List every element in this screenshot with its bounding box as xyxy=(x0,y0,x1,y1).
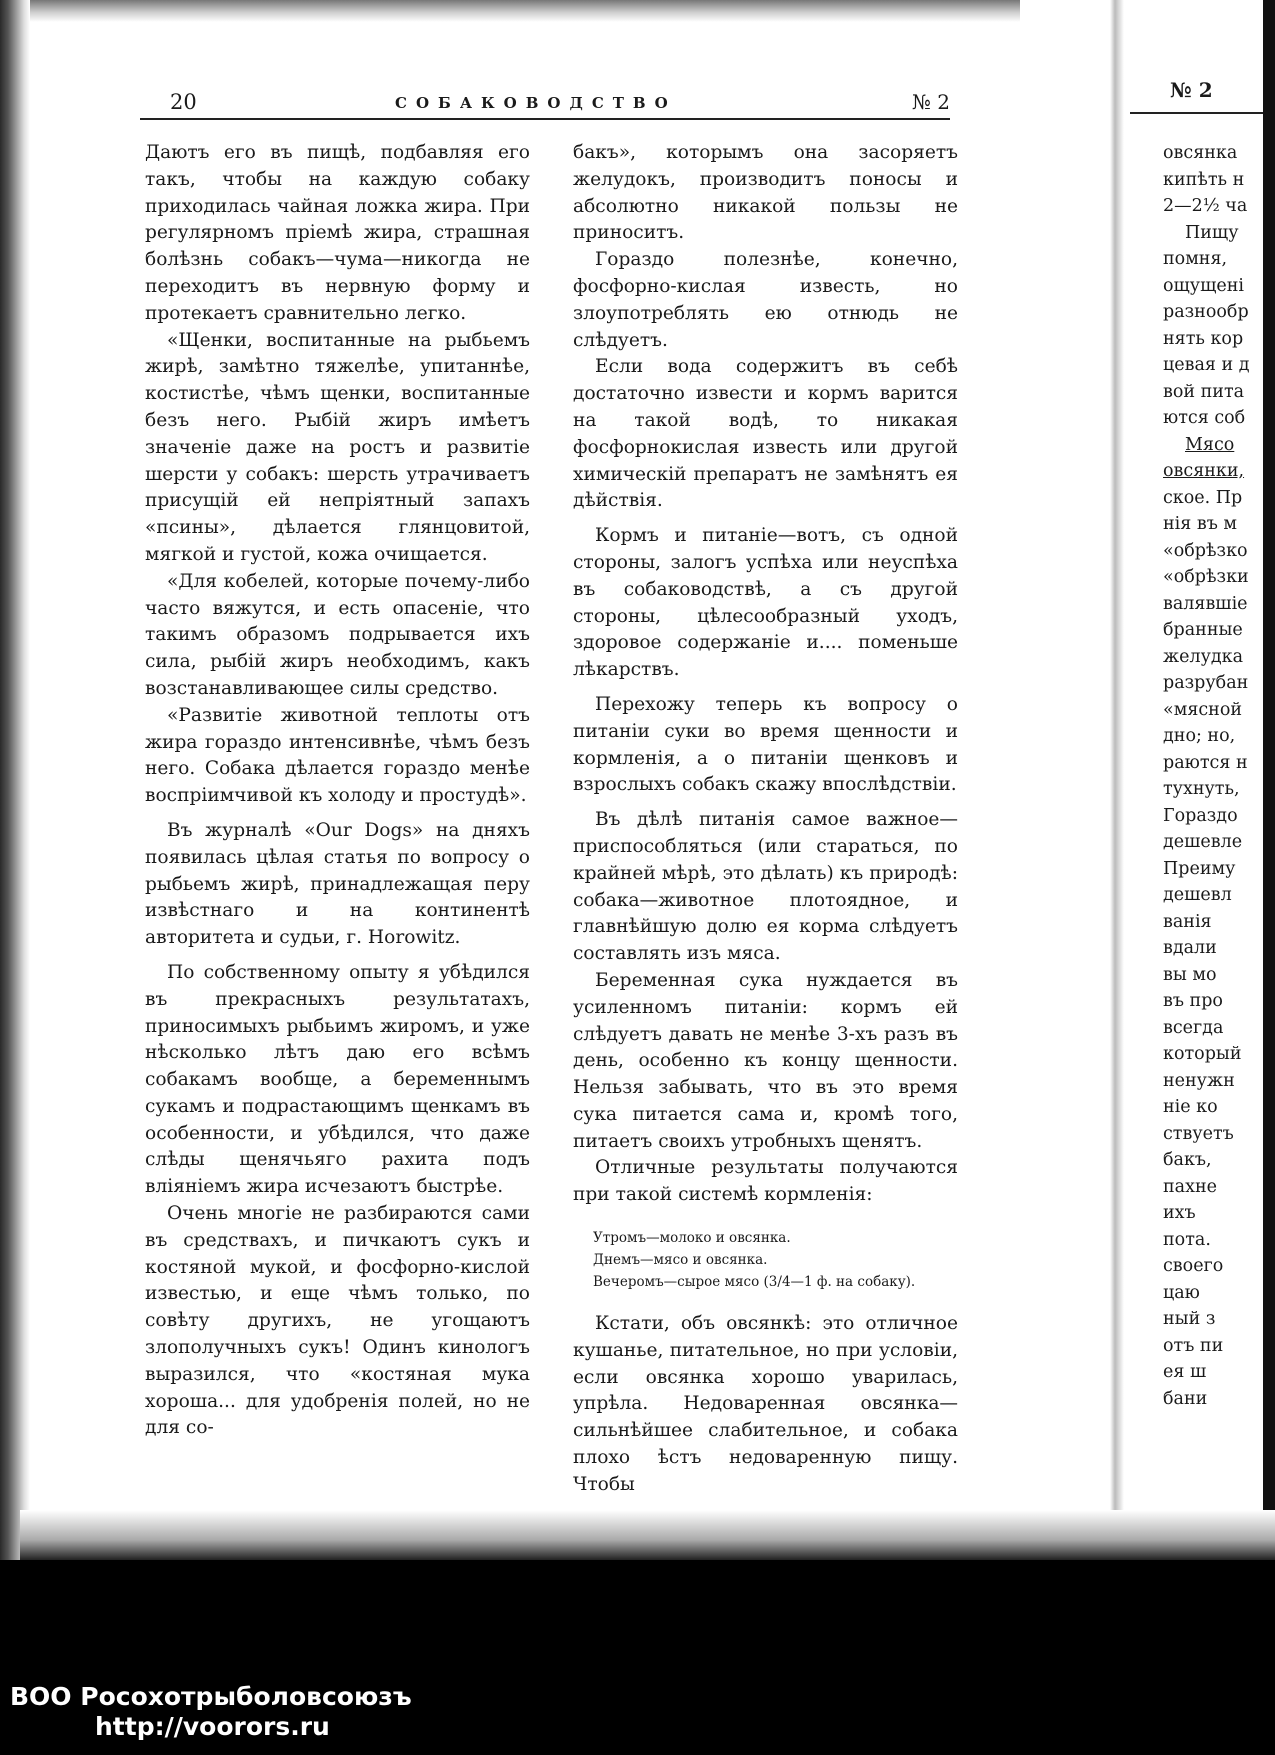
next-page-line: который xyxy=(1163,1044,1242,1064)
journal-title: СОБАКОВОДСТВО xyxy=(395,94,677,112)
next-page-line: ются соб xyxy=(1163,408,1246,428)
next-page-line: ванія xyxy=(1163,911,1212,932)
next-page-line: ніе ко xyxy=(1163,1097,1218,1117)
paragraph: Въ журналѣ «Our Dogs» на дняхъ появилась цѣлая статья по вопросу о рыбьемъ жирѣ, принадлежащая перу извѣстнаго и на континентѣ авторитета и судьи, г. Horowitz. xyxy=(145,819,530,949)
next-page-line: нять кор xyxy=(1163,328,1244,349)
next-page-issue: № 2 xyxy=(1170,78,1213,102)
running-header xyxy=(140,88,950,120)
paragraph: «Щенки, воспитанные на рыбьемъ жирѣ, замѣтно тяжелѣе, упитаннѣе, костистѣе, чѣмъ щенки, воспитанные безъ него. Рыбій жиръ имѣетъ значеніе даже на ростъ и развитіе шерсти у собакъ: шерсть утрачиваетъ присущій ей непріятный запахъ «псины», дѣлается глянцовитой, мягкой и густой, кожа очищается. xyxy=(145,329,530,565)
next-page-fragment xyxy=(1130,0,1275,1560)
menu-item-evening: Вечеромъ—сырое мясо (3/4—1 ф. на собаку). xyxy=(593,1274,916,1291)
next-page-line: разрубан xyxy=(1163,673,1249,693)
next-page-line: вы мо xyxy=(1163,964,1217,985)
next-page-line: «обрѣзко xyxy=(1163,540,1248,561)
next-page-text xyxy=(1163,140,1275,1412)
paragraph: Въ дѣлѣ питанія самое важное—приспособляться (или стараться, по крайней мѣрѣ, это дѣлать) къ природѣ: собака—животное плотоядное, и главнѣйшую долю ея корма слѣдуетъ составлять изъ мяса. xyxy=(573,809,958,965)
next-page-line: ское. Пр xyxy=(1163,487,1243,508)
next-page-line: отъ пи xyxy=(1163,1335,1224,1356)
next-page-line: Мясо xyxy=(1185,434,1235,455)
next-page-line: Гораздо xyxy=(1163,805,1238,826)
scan-shadow-bottom xyxy=(20,1510,1275,1565)
issue-number: № 2 xyxy=(911,90,950,114)
next-page-line: ощущені xyxy=(1163,275,1244,296)
next-page-line: цаю xyxy=(1163,1282,1200,1303)
next-page-line: вдали xyxy=(1163,938,1217,958)
paragraph: Очень многіе не разбираются сами въ средствахъ, и пичкаютъ сукъ и костяной мукой, и фосфорно-кислой известью, и еще чѣмъ только, по совѣту другихъ, не угощаютъ злополучныхъ сукъ! Одинъ кинологъ выразился, что «костяная мука хороша... для удобренія полей, но не для со- xyxy=(145,1203,530,1439)
next-page-line: Пищу xyxy=(1185,222,1239,243)
watermark xyxy=(10,1682,412,1742)
next-page-line: «обрѣзки xyxy=(1163,567,1249,587)
next-page-line: помня, xyxy=(1163,249,1228,269)
paragraph: Даютъ его въ пищѣ, подбавляя его такъ, чтобы на каждую собаку приходилась чайная ложка жира. При регулярномъ пріемѣ жира, страшная болѣзнь собакъ—чума—никогда не переходитъ въ нервную форму и протекаетъ сравнительно легко. xyxy=(145,142,530,324)
next-page-line: ненужн xyxy=(1163,1070,1235,1091)
next-page-line: пота. xyxy=(1163,1229,1211,1250)
next-page-line: въ про xyxy=(1163,991,1223,1011)
next-page-line: валявшіе xyxy=(1163,593,1248,614)
next-page-line: кипѣть н xyxy=(1163,169,1245,190)
watermark-org: ВОО Росохотрыболовсоюзъ xyxy=(10,1682,412,1711)
page-number: 20 xyxy=(170,90,197,114)
paragraph: бакъ», которымъ она засоряетъ желудокъ, производитъ поносы и абсолютно никакой пользы не приноситъ. xyxy=(573,142,958,244)
next-page-line: тухнуть, xyxy=(1163,779,1240,799)
paragraph: Беременная сука нуждается въ усиленномъ питаніи: кормъ ей слѣдуетъ давать не менѣе 3-хъ разъ въ день, особенно къ концу щенности. Нельзя забывать, что въ это время сука питается сама и, кромѣ того, питаетъ своихъ утробныхъ щенятъ. xyxy=(573,969,958,1152)
next-page-line: цевая и д xyxy=(1163,355,1250,375)
left-column xyxy=(145,140,530,1442)
scan-shadow-left xyxy=(0,0,30,1755)
scan-shadow-top xyxy=(0,0,1020,22)
next-page-line: «мясной xyxy=(1163,699,1243,720)
next-page-line: ихъ xyxy=(1163,1203,1196,1223)
next-page-line: бакъ, xyxy=(1163,1150,1212,1170)
next-page-line: пахне xyxy=(1163,1176,1217,1197)
next-page-line: всегда xyxy=(1163,1017,1224,1038)
next-page-line: овсянки, xyxy=(1163,461,1245,481)
right-column xyxy=(573,140,958,1499)
next-page-line: вой пита xyxy=(1163,381,1245,402)
paragraph: Перехожу теперь къ вопросу о питаніи суки во время щенности и кормленія, а о питаніи щенковъ и взрослыхъ собакъ скажу впослѣдствіи. xyxy=(573,693,958,796)
next-page-line: дешевле xyxy=(1163,832,1243,852)
next-page-line: овсянка xyxy=(1163,143,1238,163)
feeding-menu xyxy=(593,1227,958,1293)
next-page-line: ный з xyxy=(1163,1309,1216,1329)
paragraph: Если вода содержитъ въ себѣ достаточно извести и кормъ варится на такой водѣ, то никакая фосфорнокислая известь или другой химическій препаратъ не замѣнятъ ея дѣйствія. xyxy=(573,356,958,512)
next-page-line: своего xyxy=(1163,1256,1224,1276)
next-page-line: 2—2½ ча xyxy=(1163,196,1248,216)
next-page-line: дно; но, xyxy=(1163,726,1236,746)
paragraph: Отличные результаты получаются при такой системѣ кормленія: xyxy=(573,1157,958,1206)
next-page-line: бранные xyxy=(1163,620,1243,640)
scan-edge-right xyxy=(1263,0,1275,1560)
menu-item-morning: Утромъ—молоко и овсянка. xyxy=(593,1230,791,1247)
next-page-line: желудка xyxy=(1163,646,1244,667)
next-page-line: бани xyxy=(1163,1388,1208,1409)
next-page-line: дешевл xyxy=(1163,885,1232,905)
paragraph: Кстати, объ овсянкѣ: это отличное кушанье, питательное, но при условіи, если овсянка хорошо уварилась, упрѣла. Недоваренная овсянка—сильнѣйшее слабительное, и собака плохо ѣстъ недоваренную пищу. Чтобы xyxy=(573,1313,958,1495)
next-page-line: Преиму xyxy=(1163,858,1236,879)
paragraph: Гораздо полезнѣе, конечно, фосфорно-кислая известь, но злоупотреблять ею отнюдь не слѣдуетъ. xyxy=(573,249,958,351)
next-page-line: ея ш xyxy=(1163,1362,1207,1382)
menu-item-day: Днемъ—мясо и овсянка. xyxy=(593,1252,768,1269)
header-rule xyxy=(1130,112,1275,114)
paragraph: По собственному опыту я убѣдился въ прекрасныхъ результатахъ, приносимыхъ рыбьимъ жиромъ, и уже нѣсколько лѣтъ даю его всѣмъ собакамъ вообще, а беременнымъ сукамъ и подрастающимъ щенкамъ въ особенности, и убѣдился, что даже слѣды щенячьяго рахита подъ вліяніемъ жира исчезаютъ быстрѣе. xyxy=(145,961,530,1198)
paragraph: «Для кобелей, которые почему-либо часто вяжутся, и есть опасеніе, что такимъ образомъ подрывается ихъ сила, рыбій жиръ необходимъ, какъ возстанавливающее силы средство. xyxy=(145,570,530,699)
next-page-line: раются н xyxy=(1163,752,1248,773)
next-page-line: разнообр xyxy=(1163,302,1249,322)
next-page-line: нія въ м xyxy=(1163,514,1238,534)
next-page-line: ствуетъ xyxy=(1163,1123,1234,1144)
paragraph: «Развитіе животной теплоты отъ жира гораздо интенсивнѣе, чѣмъ безъ него. Собака дѣлается гораздо менѣе воспріимчивой къ холоду и простудѣ». xyxy=(145,704,530,807)
watermark-url: http://voorors.ru xyxy=(95,1712,330,1741)
paragraph: Кормъ и питаніе—вотъ, съ одной стороны, залогъ успѣха или неуспѣха въ собаководствѣ, а съ другой стороны, цѣлесообразный уходъ, здоровое содержаніе и.... поменьше лѣкарствъ. xyxy=(573,525,958,681)
page-fold xyxy=(1110,0,1124,1540)
